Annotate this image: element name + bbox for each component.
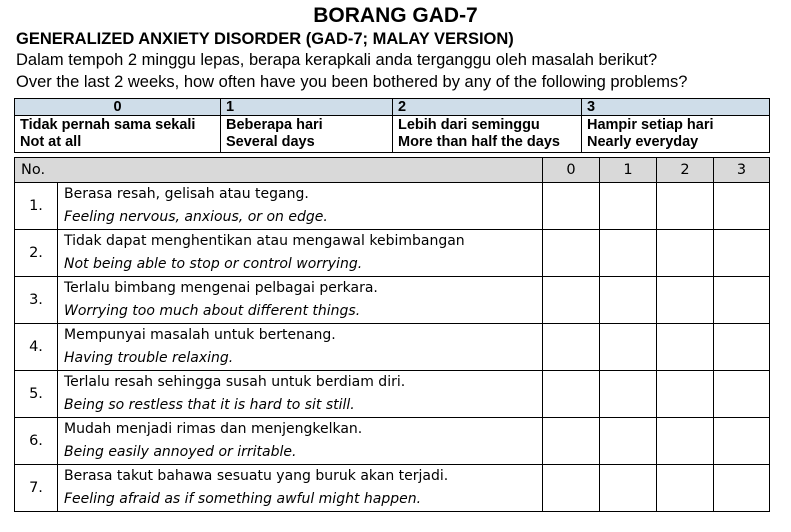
form-subtitle: GENERALIZED ANXIETY DISORDER (GAD-7; MALAY VERSION) [16,30,514,48]
question-english: Not being able to stop or control worrying. [64,256,363,272]
column-header-no: No. [15,158,543,183]
question-malay: Mudah menjadi rimas dan menjengkelkan. [64,421,363,437]
question-row [15,324,770,371]
answer-cell-0[interactable] [543,230,600,277]
scale-desc-0 [15,116,221,153]
question-number: 7. [15,465,58,512]
answer-cell-1[interactable] [600,230,657,277]
question-row [15,277,770,324]
answer-cell-3[interactable] [714,371,770,418]
question-english: Having trouble relaxing. [64,350,234,366]
question-number: 3. [15,277,58,324]
scale-score-1: 1 [221,99,393,116]
answer-cell-3[interactable] [714,183,770,230]
form-title: BORANG GAD-7 [313,4,478,27]
question-malay: Mempunyai masalah untuk bertenang. [64,327,336,343]
answer-cell-3[interactable] [714,465,770,512]
answer-cell-2[interactable] [657,324,714,371]
question-number: 6. [15,418,58,465]
answer-cell-0[interactable] [543,418,600,465]
scale-score-3: 3 [582,99,770,116]
scale-label-english: Several days [226,134,315,150]
question-number: 4. [15,324,58,371]
question-text [58,230,543,277]
question-text [58,371,543,418]
question-row [15,465,770,512]
question-english: Feeling afraid as if something awful might happen. [64,491,422,507]
answer-cell-1[interactable] [600,418,657,465]
question-number: 2. [15,230,58,277]
answer-cell-3[interactable] [714,418,770,465]
answer-cell-2[interactable] [657,277,714,324]
question-malay: Tidak dapat menghentikan atau mengawal kebimbangan [64,233,465,249]
answer-cell-3[interactable] [714,324,770,371]
answer-cell-0[interactable] [543,183,600,230]
answer-cell-2[interactable] [657,230,714,277]
question-text [58,183,543,230]
answer-cell-1[interactable] [600,277,657,324]
questionnaire-table [14,157,770,512]
answer-cell-1[interactable] [600,324,657,371]
scale-label-malay: Lebih dari seminggu [398,117,540,133]
answer-cell-1[interactable] [600,371,657,418]
question-text [58,418,543,465]
question-text [58,465,543,512]
question-english: Being so restless that it is hard to sit still. [64,397,355,413]
question-text [58,277,543,324]
scale-label-english: More than half the days [398,134,560,150]
answer-cell-2[interactable] [657,418,714,465]
instruction-malay: Dalam tempoh 2 minggu lepas, berapa kerapkali anda terganggu oleh masalah berikut? [16,51,658,69]
answer-cell-2[interactable] [657,371,714,418]
question-row [15,183,770,230]
scale-score-2: 2 [393,99,582,116]
scale-desc-1 [221,116,393,153]
scale-label-english: Not at all [20,134,82,150]
answer-cell-2[interactable] [657,183,714,230]
question-row [15,371,770,418]
response-scale-legend [14,98,770,153]
question-english: Feeling nervous, anxious, or on edge. [64,209,328,225]
question-malay: Berasa takut bahawa sesuatu yang buruk akan terjadi. [64,468,449,484]
column-header-score-1: 1 [600,158,657,183]
answer-cell-0[interactable] [543,324,600,371]
answer-cell-3[interactable] [714,277,770,324]
question-malay: Terlalu bimbang mengenai pelbagai perkara. [64,280,378,296]
question-malay: Terlalu resah sehingga susah untuk berdiam diri. [64,374,406,390]
question-row [15,418,770,465]
column-header-score-0: 0 [543,158,600,183]
answer-cell-0[interactable] [543,465,600,512]
scale-label-malay: Tidak pernah sama sekali [20,117,196,133]
question-number: 1. [15,183,58,230]
scale-score-0: 0 [15,99,221,116]
answer-cell-0[interactable] [543,371,600,418]
question-english: Worrying too much about different things. [64,303,361,319]
question-number: 5. [15,371,58,418]
instruction-english: Over the last 2 weeks, how often have you been bothered by any of the following problems? [16,73,688,91]
column-header-score-3: 3 [714,158,770,183]
answer-cell-1[interactable] [600,465,657,512]
scale-desc-3 [582,116,770,153]
answer-cell-3[interactable] [714,230,770,277]
column-header-score-2: 2 [657,158,714,183]
scale-desc-2 [393,116,582,153]
answer-cell-1[interactable] [600,183,657,230]
question-malay: Berasa resah, gelisah atau tegang. [64,186,309,202]
answer-cell-2[interactable] [657,465,714,512]
scale-label-malay: Beberapa hari [226,117,323,133]
scale-label-malay: Hampir setiap hari [587,117,714,133]
answer-cell-0[interactable] [543,277,600,324]
question-row [15,230,770,277]
scale-label-english: Nearly everyday [587,134,699,150]
question-english: Being easily annoyed or irritable. [64,444,297,460]
question-text [58,324,543,371]
